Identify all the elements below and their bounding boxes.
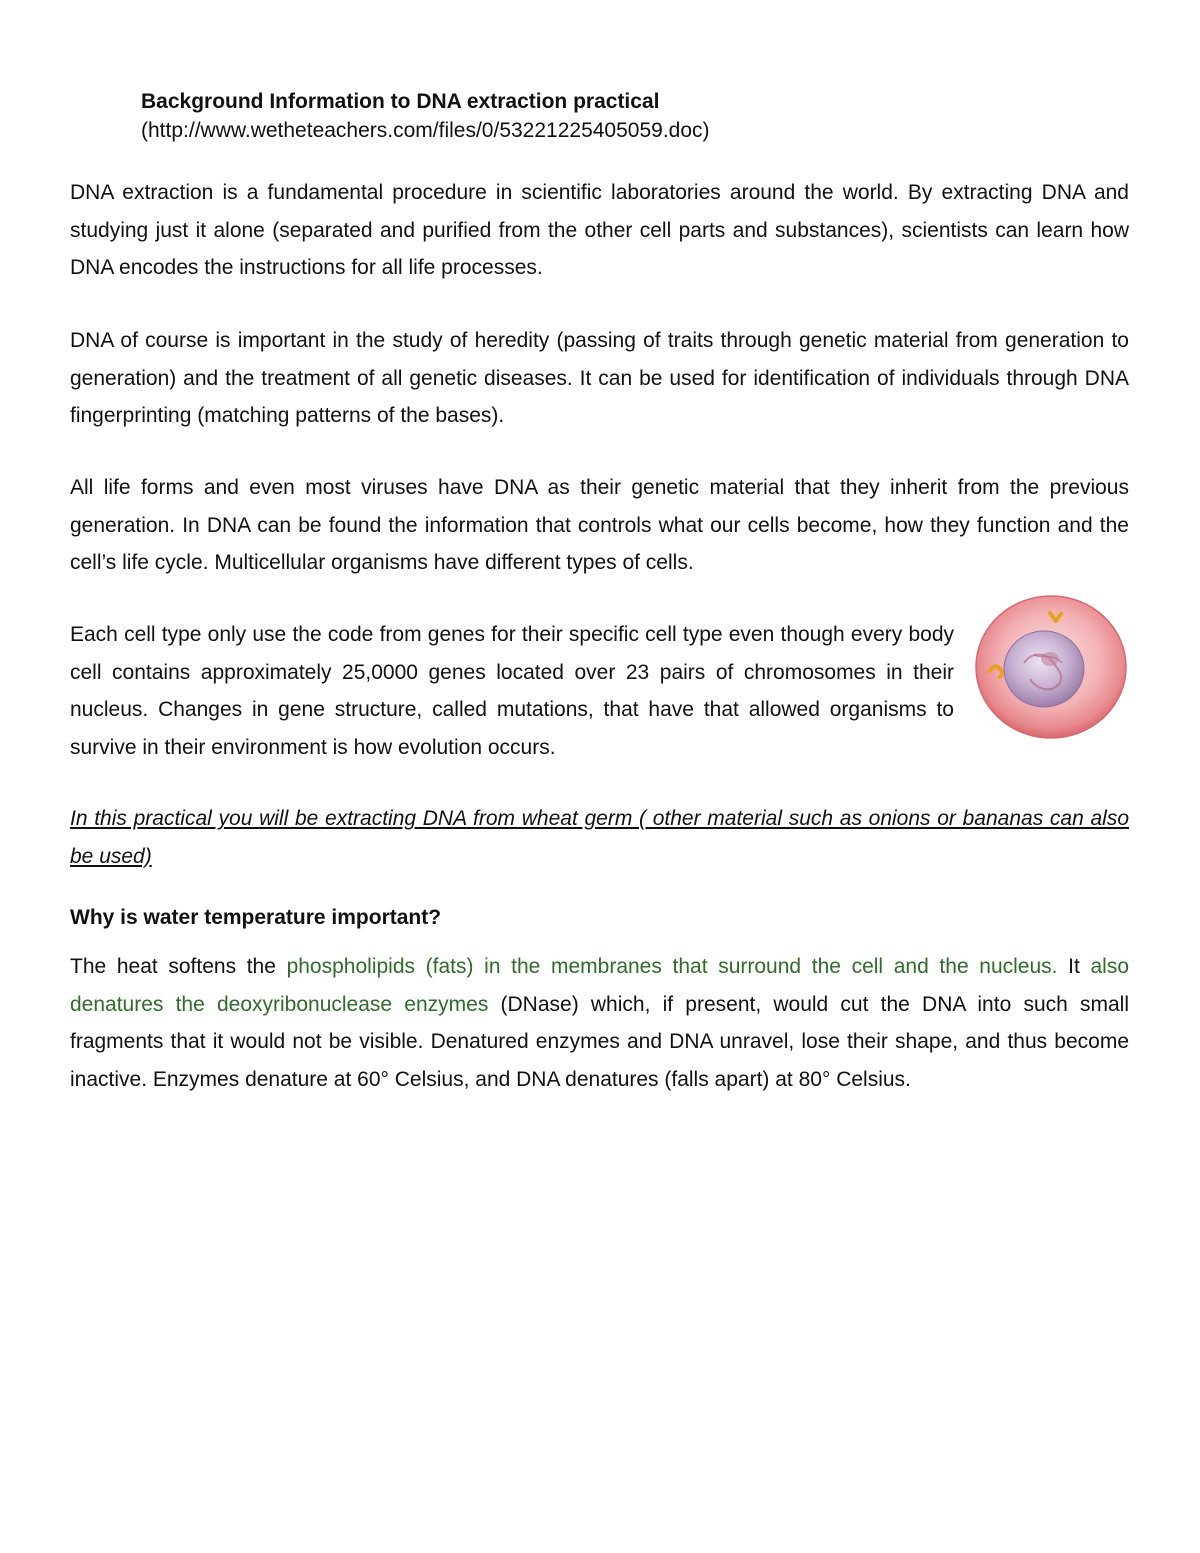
question-heading: Why is water temperature important?: [70, 906, 442, 929]
answer-text-3: (DNase) which, if present, would cut the DNA into such small fragments that it would not be visible. Denatured enzymes and DNA unravel, lose their shape, and thus become inactive. Enzymes denature at 60° Celsius, and DNA denatures (falls apart) at 80° Celsius.: [70, 992, 1130, 1091]
source-reference: (http://www.wetheteachers.com/files/0/53221225405059.doc): [141, 119, 710, 142]
answer-paragraph: [70, 948, 1129, 1098]
answer-text-1: The heat softens the: [70, 955, 287, 978]
practical-note: In this practical you will be extracting DNA from wheat germ ( other material such as onions or bananas can also be used): [70, 807, 1129, 868]
paragraph-heredity: DNA of course is important in the study of heredity (passing of traits through genetic material from generation to generation) and the treatment of all genetic diseases. It can be used for identification of individuals through DNA fingerprinting (matching patterns of the bases).: [70, 329, 1129, 427]
answer-text-2: It: [1057, 955, 1091, 978]
paragraph-dna-extraction: DNA extraction is a fundamental procedure in scientific laboratories around the world. By extracting DNA and studying just it alone (separated and purified from the other cell parts and substances), scientists can learn how DNA encodes the instructions for all life processes.: [70, 181, 1129, 279]
nucleus-shape: [1004, 631, 1084, 707]
answer-highlight-enzymes: also denatures the deoxyribonuclease enzymes: [70, 955, 1130, 1016]
answer-highlight-phospholipids: phospholipids (fats) in the membranes that surround the cell and the nucleus.: [286, 955, 1058, 978]
paragraph-life-forms: All life forms and even most viruses have DNA as their genetic material that they inherit from the previous generation. In DNA can be found the information that controls what our cells become, how they function and the cell’s life cycle. Multicellular organisms have different types of cells.: [70, 476, 1129, 574]
cell-illustration-icon: [972, 593, 1130, 741]
document-title: Background Information to DNA extraction practical: [141, 90, 660, 113]
paragraph-cell-types: Each cell type only use the code from genes for their specific cell type even though every body cell contains approximately 25,0000 genes located over 23 pairs of chromosomes in their nucleus. Changes in gene structure, called mutations, that have that allowed organisms to survive in their environment is how evolution occurs.: [70, 623, 954, 759]
